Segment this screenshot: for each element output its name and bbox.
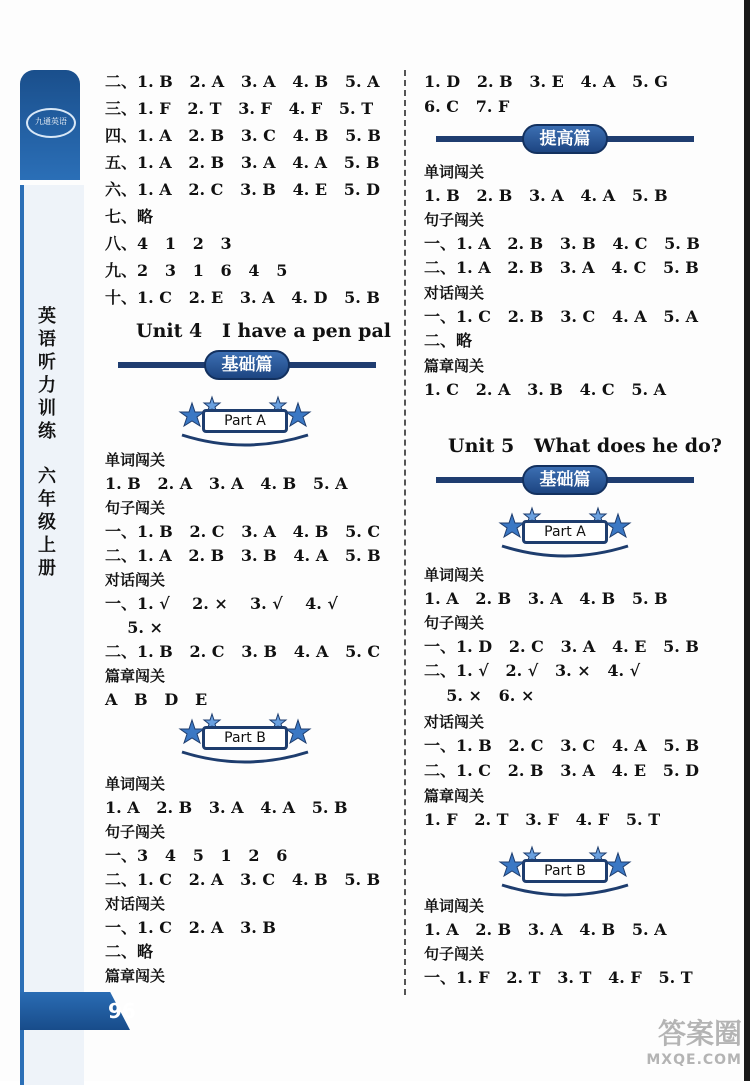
section-label: 篇章闯关 <box>424 787 485 805</box>
answer-line: 1. C 2. A 3. B 4. C 5. A <box>424 380 667 399</box>
answer-line: 一、1. C 2. B 3. C 4. A 5. A <box>424 307 699 326</box>
banner-basic <box>118 350 376 380</box>
answer-line: 二、1. A 2. B 3. A 4. C 5. B <box>424 258 699 277</box>
answer-line: 三、1. F 2. T 3. F 4. F 5. T <box>105 99 374 118</box>
answer-line: 1. A 2. B 3. A 4. B 5. A <box>424 920 667 939</box>
book-title-char: 英 <box>38 306 56 327</box>
answer-line: 七、略 <box>105 207 154 226</box>
part-b-badge <box>170 712 320 764</box>
part-a-badge <box>490 506 640 558</box>
answer-line: 二、1. B 2. A 3. A 4. B 5. A <box>105 72 380 91</box>
section-label: 对话闯关 <box>424 713 485 731</box>
unit-title: Unit 5 What does he do? <box>448 435 722 457</box>
banner-basic <box>436 465 694 495</box>
answer-line: A B D E <box>105 690 208 709</box>
section-label: 单词闯关 <box>424 897 485 915</box>
answer-line: 二、略 <box>424 331 473 350</box>
answer-line: 一、1. √ 2. × 3. √ 4. √ <box>105 594 338 613</box>
part-a-badge <box>170 395 320 447</box>
section-label: 句子闯关 <box>424 614 485 632</box>
logo-text: 九通英语 <box>26 108 76 138</box>
grade-label <box>32 465 62 580</box>
sidebar <box>20 70 88 1080</box>
section-label: 篇章闯关 <box>105 667 166 685</box>
answer-line: 五、1. A 2. B 3. A 4. A 5. B <box>105 153 380 172</box>
book-title-char: 练 <box>38 421 56 442</box>
grade-char: 年 <box>38 489 56 510</box>
part-label: Part A <box>202 409 288 433</box>
answer-line: 1. B 2. A 3. A 4. B 5. A <box>105 474 348 493</box>
grade-char: 级 <box>38 512 56 533</box>
section-label: 对话闯关 <box>424 284 485 302</box>
answer-line: 二、1. A 2. B 3. B 4. A 5. B <box>105 546 381 565</box>
part-label: Part A <box>522 520 608 544</box>
answer-line: 1. D 2. B 3. E 4. A 5. G <box>424 72 668 91</box>
section-label: 单词闯关 <box>105 775 166 793</box>
answer-line: 一、1. B 2. C 3. A 4. B 5. C <box>105 522 381 541</box>
part-label: Part B <box>522 859 608 883</box>
answer-line: 1. A 2. B 3. A 4. B 5. B <box>424 589 668 608</box>
page-edge <box>744 0 750 1081</box>
brand-logo <box>20 70 80 180</box>
section-label: 单词闯关 <box>424 566 485 584</box>
answer-line: 一、1. A 2. B 3. B 4. C 5. B <box>424 234 700 253</box>
section-label: 对话闯关 <box>105 895 166 913</box>
answer-line: 1. B 2. B 3. A 4. A 5. B <box>424 186 668 205</box>
watermark-url: MXQE.COM <box>646 1052 742 1068</box>
banner-advanced <box>436 124 694 154</box>
banner-label: 基础篇 <box>522 465 608 495</box>
answer-line: 二、1. C 2. A 3. C 4. B 5. B <box>105 870 381 889</box>
answer-line: 一、3 4 5 1 2 6 <box>105 846 288 865</box>
section-label: 句子闯关 <box>424 945 485 963</box>
banner-label: 基础篇 <box>204 350 290 380</box>
section-label: 句子闯关 <box>424 211 485 229</box>
answer-line: 一、1. D 2. C 3. A 4. E 5. B <box>424 637 699 656</box>
answer-line: 十、1. C 2. E 3. A 4. D 5. B <box>105 288 380 307</box>
book-title <box>32 305 62 443</box>
watermark-text: 答案圈 <box>657 1017 742 1050</box>
part-b-badge <box>490 845 640 897</box>
banner-label: 提高篇 <box>522 124 608 154</box>
section-label: 单词闯关 <box>424 163 485 181</box>
book-title-char: 力 <box>38 375 56 396</box>
answer-line: 1. F 2. T 3. F 4. F 5. T <box>424 810 661 829</box>
section-label: 篇章闯关 <box>424 357 485 375</box>
answer-line: 二、1. B 2. C 3. B 4. A 5. C <box>105 642 381 661</box>
watermark <box>592 1012 742 1068</box>
grade-char: 册 <box>38 558 56 579</box>
page-number: 96 <box>108 999 136 1023</box>
answer-line: 一、1. B 2. C 3. C 4. A 5. B <box>424 736 700 755</box>
answer-line: 一、1. F 2. T 3. T 4. F 5. T <box>424 968 693 987</box>
grade-char: 上 <box>38 535 56 556</box>
answer-line: 二、1. √ 2. √ 3. × 4. √ <box>424 661 641 680</box>
grade-char: 六 <box>38 466 56 487</box>
section-label: 句子闯关 <box>105 499 166 517</box>
column-divider <box>404 70 406 995</box>
answer-line: 6. C 7. F <box>424 97 510 116</box>
answer-line: 六、1. A 2. C 3. B 4. E 5. D <box>105 180 380 199</box>
section-label: 句子闯关 <box>105 823 166 841</box>
book-title-char: 训 <box>38 398 56 419</box>
section-label: 篇章闯关 <box>105 967 166 985</box>
answer-line: 二、1. C 2. B 3. A 4. E 5. D <box>424 761 699 780</box>
answer-line: 八、4 1 2 3 <box>105 234 232 253</box>
unit-title: Unit 4 I have a pen pal <box>136 320 391 342</box>
answer-line: 5. × 6. × <box>424 686 535 705</box>
book-title-char: 语 <box>38 329 56 350</box>
answer-line: 九、2 3 1 6 4 5 <box>105 261 288 280</box>
answer-line: 四、1. A 2. B 3. C 4. B 5. B <box>105 126 381 145</box>
part-label: Part B <box>202 726 288 750</box>
book-title-char: 听 <box>38 352 56 373</box>
answer-line: 一、1. C 2. A 3. B <box>105 918 276 937</box>
section-label: 对话闯关 <box>105 571 166 589</box>
answer-line: 1. A 2. B 3. A 4. A 5. B <box>105 798 348 817</box>
answer-line: 二、略 <box>105 942 154 961</box>
answer-line: 5. × <box>105 618 163 637</box>
section-label: 单词闯关 <box>105 451 166 469</box>
